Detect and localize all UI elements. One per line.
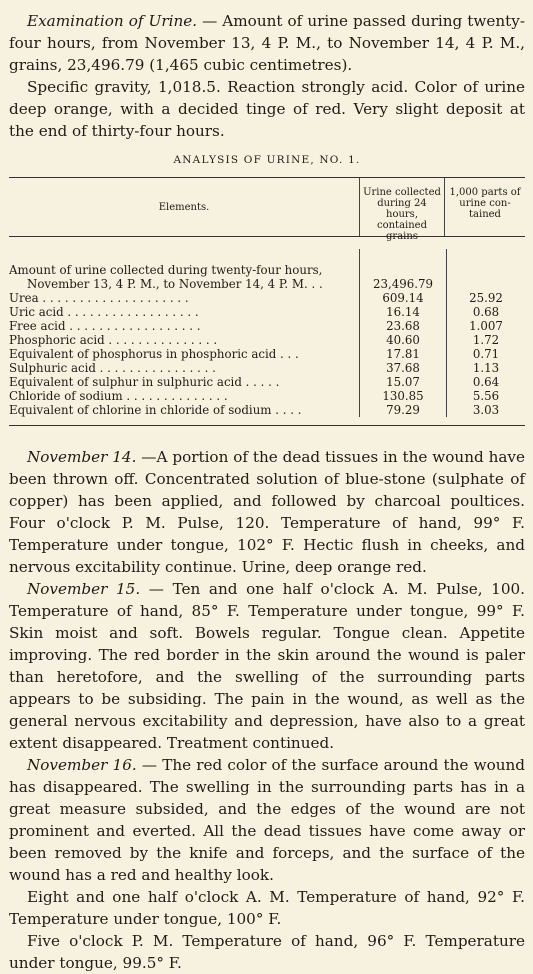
- table-cell-grains: 40.60: [386, 333, 420, 347]
- intro-paragraph-1: [9, 10, 525, 76]
- header-elements: Elements.: [158, 201, 210, 213]
- intro-paragraph-2: Specific gravity, 1,018.5. Reaction strongly acid. Color of urine deep orange, with a decided tinge of red. Very slight deposit at the end of thirty-four hours.: [9, 78, 525, 140]
- table-header: [9, 178, 525, 242]
- table-cell-parts: 0.71: [472, 347, 500, 361]
- table-cell-grains: 130.85: [382, 389, 424, 403]
- table-cell-parts: 0.68: [472, 305, 500, 319]
- table-body: [9, 237, 525, 425]
- header-parts-line1: 1,000 parts of: [449, 187, 521, 198]
- header-collected-line3: contained grains: [377, 220, 427, 242]
- table-cell-grains: 37.68: [386, 361, 420, 375]
- entry-date: November 14.: [27, 448, 137, 466]
- table-row-label: Chloride of sodium . . . . . . . . . . . . . .: [9, 389, 228, 403]
- analysis-table: [9, 177, 525, 426]
- header-collected-line1: Urine collected: [363, 187, 441, 198]
- entry-text: — The red color of the surface around the wound has disappeared. The swelling in the surrounding parts has in a great measure subsided, and the edges of the wound are not prominent and everted. All the dead tissues have come away or been removed by the knife and forceps, and the surface of the wound has a red and healthy look.: [9, 756, 526, 884]
- table-cell-parts: 1.72: [472, 333, 500, 347]
- column-grains: [359, 249, 447, 417]
- table-cell-parts: 5.56: [472, 389, 500, 403]
- table-cell-grains: 15.07: [386, 375, 420, 389]
- table-row-label: Free acid . . . . . . . . . . . . . . . . . .: [9, 319, 201, 333]
- table-row-label-continued: November 13, 4 P. M., to November 14, 4 P. M. . .: [27, 277, 323, 291]
- table-row-label: Equivalent of phosphorus in phosphoric acid . . .: [9, 347, 299, 361]
- intro-paragraph-1-text: — Amount of urine passed during twenty-four hours, from November 13, 4 P. M., to November 14, 4 P. M., grains, 23,496.79 (1,465 cubic centimetres).: [9, 12, 525, 74]
- entry-november-15: [9, 578, 525, 754]
- table-row-label: Phosphoric acid . . . . . . . . . . . . . . .: [9, 333, 218, 347]
- table-row-label: Equivalent of chlorine in chloride of sodium . . . .: [9, 403, 302, 417]
- intro-heading: Examination of Urine.: [27, 12, 198, 30]
- case-notes: [9, 446, 525, 974]
- entry-text: — Ten and one half o'clock A. M. Pulse, 100. Temperature of hand, 85° F. Temperature under tongue, 99° F. Skin moist and soft. Bowels regular. Tongue clean. Appetite improving. The red border in the skin around the wound is paler than heretofore, and the swelling of the surrounding parts appears to be subsiding. The pain in the wound, as well as the general nervous excitability and depression, have also to a great extent disappeared. Treatment continued.: [9, 580, 526, 752]
- column-elements: [9, 249, 359, 417]
- header-parts-line3: tained: [469, 209, 501, 220]
- table-cell-grains: 79.29: [386, 403, 420, 417]
- column-parts: [447, 249, 525, 417]
- table-cell-parts: 0.64: [472, 375, 500, 389]
- entry-text: —A portion of the dead tissues in the wound have been thrown off. Concentrated solution of blue-stone (sulphate of copper) has been applied, and followed by charcoal poultices. Four o'clock P. M. Pulse, 120. Temperature of hand, 99° F. Temperature under tongue, 102° F. Hectic flush in cheeks, and nervous excitability continue. Urine, deep orange red.: [9, 448, 525, 576]
- table-cell-parts: [447, 277, 525, 291]
- header-parts: [445, 178, 525, 236]
- table-cell-grains: 23.68: [386, 319, 420, 333]
- table-row-label: Sulphuric acid . . . . . . . . . . . . . . . .: [9, 361, 216, 375]
- table-title: ANALYSIS OF URINE, NO. 1.: [173, 154, 361, 166]
- header-parts-line2: urine con-: [459, 198, 511, 209]
- table-cell-parts: 25.92: [469, 291, 503, 305]
- table-cell-grains: 16.14: [386, 305, 420, 319]
- entry-november-14: [9, 446, 525, 578]
- table-cell-grains: 609.14: [382, 291, 424, 305]
- header-collected-line2: during 24 hours,: [377, 198, 427, 220]
- header-urine-collected: [359, 178, 445, 242]
- table-row-label: Amount of urine collected during twenty-four hours,: [9, 263, 323, 277]
- table-cell-parts: 1.007: [469, 319, 503, 333]
- entry-morning-reading: Eight and one half o'clock A. M. Temperature of hand, 92° F. Temperature under tongue, 100° F.: [9, 888, 525, 928]
- entry-date: November 16.: [27, 756, 137, 774]
- entry-evening-reading: Five o'clock P. M. Temperature of hand, 96° F. Temperature under tongue, 99.5° F.: [9, 932, 525, 972]
- entry-date: November 15.: [27, 580, 141, 598]
- table-cell-grains: 23,496.79: [372, 277, 434, 291]
- table-row-label: Uric acid . . . . . . . . . . . . . . . . . .: [9, 305, 199, 319]
- table-cell-grains: 17.81: [386, 347, 420, 361]
- entry-november-16: [9, 754, 525, 886]
- table-cell-parts: 1.13: [472, 361, 500, 375]
- table-cell-parts: 3.03: [472, 403, 500, 417]
- table-row-label: Equivalent of sulphur in sulphuric acid . . . . .: [9, 375, 280, 389]
- table-row-label: Urea . . . . . . . . . . . . . . . . . . . .: [9, 291, 189, 305]
